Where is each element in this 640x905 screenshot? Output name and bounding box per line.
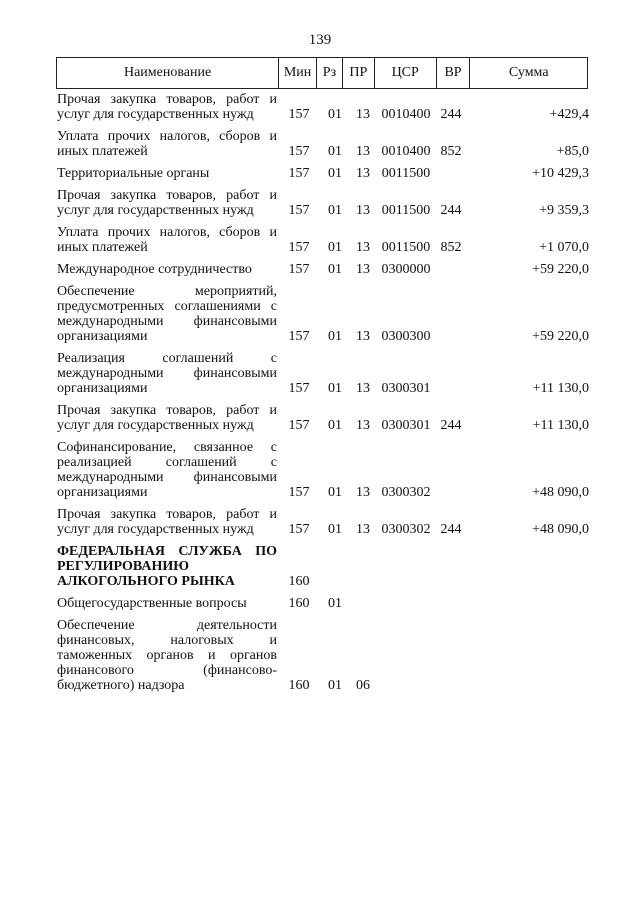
cell-min: 157 — [288, 166, 310, 181]
cell-sum: +9 359,3 — [539, 203, 589, 218]
cell-vr: 852 — [440, 144, 462, 159]
table-row — [57, 351, 589, 396]
cell-min: 157 — [288, 329, 310, 344]
cell-csr: 0010400 — [381, 144, 431, 159]
cell-vr: 244 — [440, 107, 462, 122]
cell-name: Софинансирование, связанное с реализацией соглашений с международными финансовыми организациями — [57, 440, 277, 500]
table-header — [56, 57, 588, 89]
cell-sum: +59 220,0 — [532, 262, 589, 277]
cell-rz: 01 — [328, 144, 342, 159]
table-row — [57, 166, 589, 181]
cell-pr: 13 — [356, 166, 370, 181]
cell-min: 160 — [288, 596, 310, 611]
cell-csr: 0011500 — [381, 166, 431, 181]
cell-sum: +11 130,0 — [532, 381, 589, 396]
cell-sum: +10 429,3 — [532, 166, 589, 181]
cell-sum: +1 070,0 — [539, 240, 589, 255]
cell-csr: 0300302 — [381, 485, 431, 500]
cell-name: Международное сотрудничество — [57, 262, 252, 277]
cell-rz: 01 — [328, 240, 342, 255]
cell-name: Реализация соглашений с международными финансовыми организациями — [57, 351, 277, 396]
cell-name: Обеспечение деятельности финансовых, налоговых и таможенных органов и органов финансового (финансово-бюджетного) надзора — [57, 618, 277, 693]
cell-min: 157 — [288, 418, 310, 433]
cell-rz: 01 — [328, 203, 342, 218]
header-pr: ПР — [342, 58, 374, 88]
cell-pr: 06 — [356, 678, 370, 693]
cell-rz: 01 — [328, 485, 342, 500]
cell-csr: 0300302 — [381, 522, 431, 537]
table-row — [57, 618, 589, 693]
cell-rz: 01 — [328, 107, 342, 122]
cell-sum: +11 130,0 — [532, 418, 589, 433]
cell-sum: +48 090,0 — [532, 522, 589, 537]
cell-rz: 01 — [328, 262, 342, 277]
header-vr: ВР — [436, 58, 470, 88]
cell-csr: 0011500 — [381, 240, 431, 255]
cell-rz: 01 — [328, 596, 342, 611]
cell-pr: 13 — [356, 203, 370, 218]
cell-name: Прочая закупка товаров, работ и услуг для государственных нужд — [57, 92, 277, 122]
cell-pr: 13 — [356, 329, 370, 344]
cell-pr: 13 — [356, 522, 370, 537]
cell-vr: 244 — [440, 203, 462, 218]
table-row — [57, 544, 589, 589]
cell-name: Прочая закупка товаров, работ и услуг для государственных нужд — [57, 403, 277, 433]
cell-min: 160 — [288, 678, 310, 693]
table-row — [57, 507, 589, 537]
cell-name: Прочая закупка товаров, работ и услуг для государственных нужд — [57, 507, 277, 537]
table-row — [57, 403, 589, 433]
cell-min: 160 — [288, 574, 310, 589]
cell-sum: +59 220,0 — [532, 329, 589, 344]
cell-name: Прочая закупка товаров, работ и услуг для государственных нужд — [57, 188, 277, 218]
cell-vr: 244 — [440, 418, 462, 433]
cell-pr: 13 — [356, 485, 370, 500]
cell-vr: 244 — [440, 522, 462, 537]
cell-min: 157 — [288, 262, 310, 277]
header-sum: Сумма — [469, 58, 587, 88]
cell-csr: 0300000 — [381, 262, 431, 277]
cell-rz: 01 — [328, 381, 342, 396]
cell-rz: 01 — [328, 418, 342, 433]
cell-min: 157 — [288, 203, 310, 218]
cell-min: 157 — [288, 522, 310, 537]
table-row — [57, 225, 589, 255]
cell-name: Уплата прочих налогов, сборов и иных платежей — [57, 225, 277, 255]
cell-min: 157 — [288, 107, 310, 122]
cell-sum: +48 090,0 — [532, 485, 589, 500]
cell-rz: 01 — [328, 329, 342, 344]
cell-min: 157 — [288, 240, 310, 255]
table-row — [57, 92, 589, 122]
cell-pr: 13 — [356, 381, 370, 396]
cell-vr: 852 — [440, 240, 462, 255]
table-row — [57, 440, 589, 500]
cell-sum: +429,4 — [549, 107, 589, 122]
cell-min: 157 — [288, 144, 310, 159]
cell-csr: 0011500 — [381, 203, 431, 218]
cell-min: 157 — [288, 485, 310, 500]
cell-name: Обеспечение мероприятий, предусмотренных соглашениями с международными финансовыми организациями — [57, 284, 277, 344]
table-row — [57, 262, 589, 277]
header-min: Мин — [278, 58, 316, 88]
cell-csr: 0300301 — [381, 418, 431, 433]
table-row — [57, 596, 589, 611]
cell-csr: 0300300 — [381, 329, 431, 344]
cell-pr: 13 — [356, 240, 370, 255]
cell-pr: 13 — [356, 144, 370, 159]
cell-csr: 0300301 — [381, 381, 431, 396]
cell-name: Общегосударственные вопросы — [57, 596, 247, 611]
header-rz: Рз — [316, 58, 342, 88]
cell-pr: 13 — [356, 107, 370, 122]
cell-name: Территориальные органы — [57, 166, 210, 181]
cell-name: Уплата прочих налогов, сборов и иных платежей — [57, 129, 277, 159]
table-row — [57, 284, 589, 344]
table-body — [57, 92, 589, 700]
table-row — [57, 129, 589, 159]
header-name: Наименование — [123, 65, 212, 80]
cell-rz: 01 — [328, 678, 342, 693]
cell-csr: 0010400 — [381, 107, 431, 122]
page-number: 139 — [308, 32, 332, 48]
table-row — [57, 188, 589, 218]
cell-name: ФЕДЕРАЛЬНАЯ СЛУЖБА ПО РЕГУЛИРОВАНИЮ АЛКОГОЛЬНОГО РЫНКА — [57, 544, 277, 589]
cell-min: 157 — [288, 381, 310, 396]
cell-sum: +85,0 — [556, 144, 589, 159]
cell-rz: 01 — [328, 522, 342, 537]
cell-rz: 01 — [328, 166, 342, 181]
header-csr: ЦСР — [374, 58, 436, 88]
cell-pr: 13 — [356, 418, 370, 433]
cell-pr: 13 — [356, 262, 370, 277]
